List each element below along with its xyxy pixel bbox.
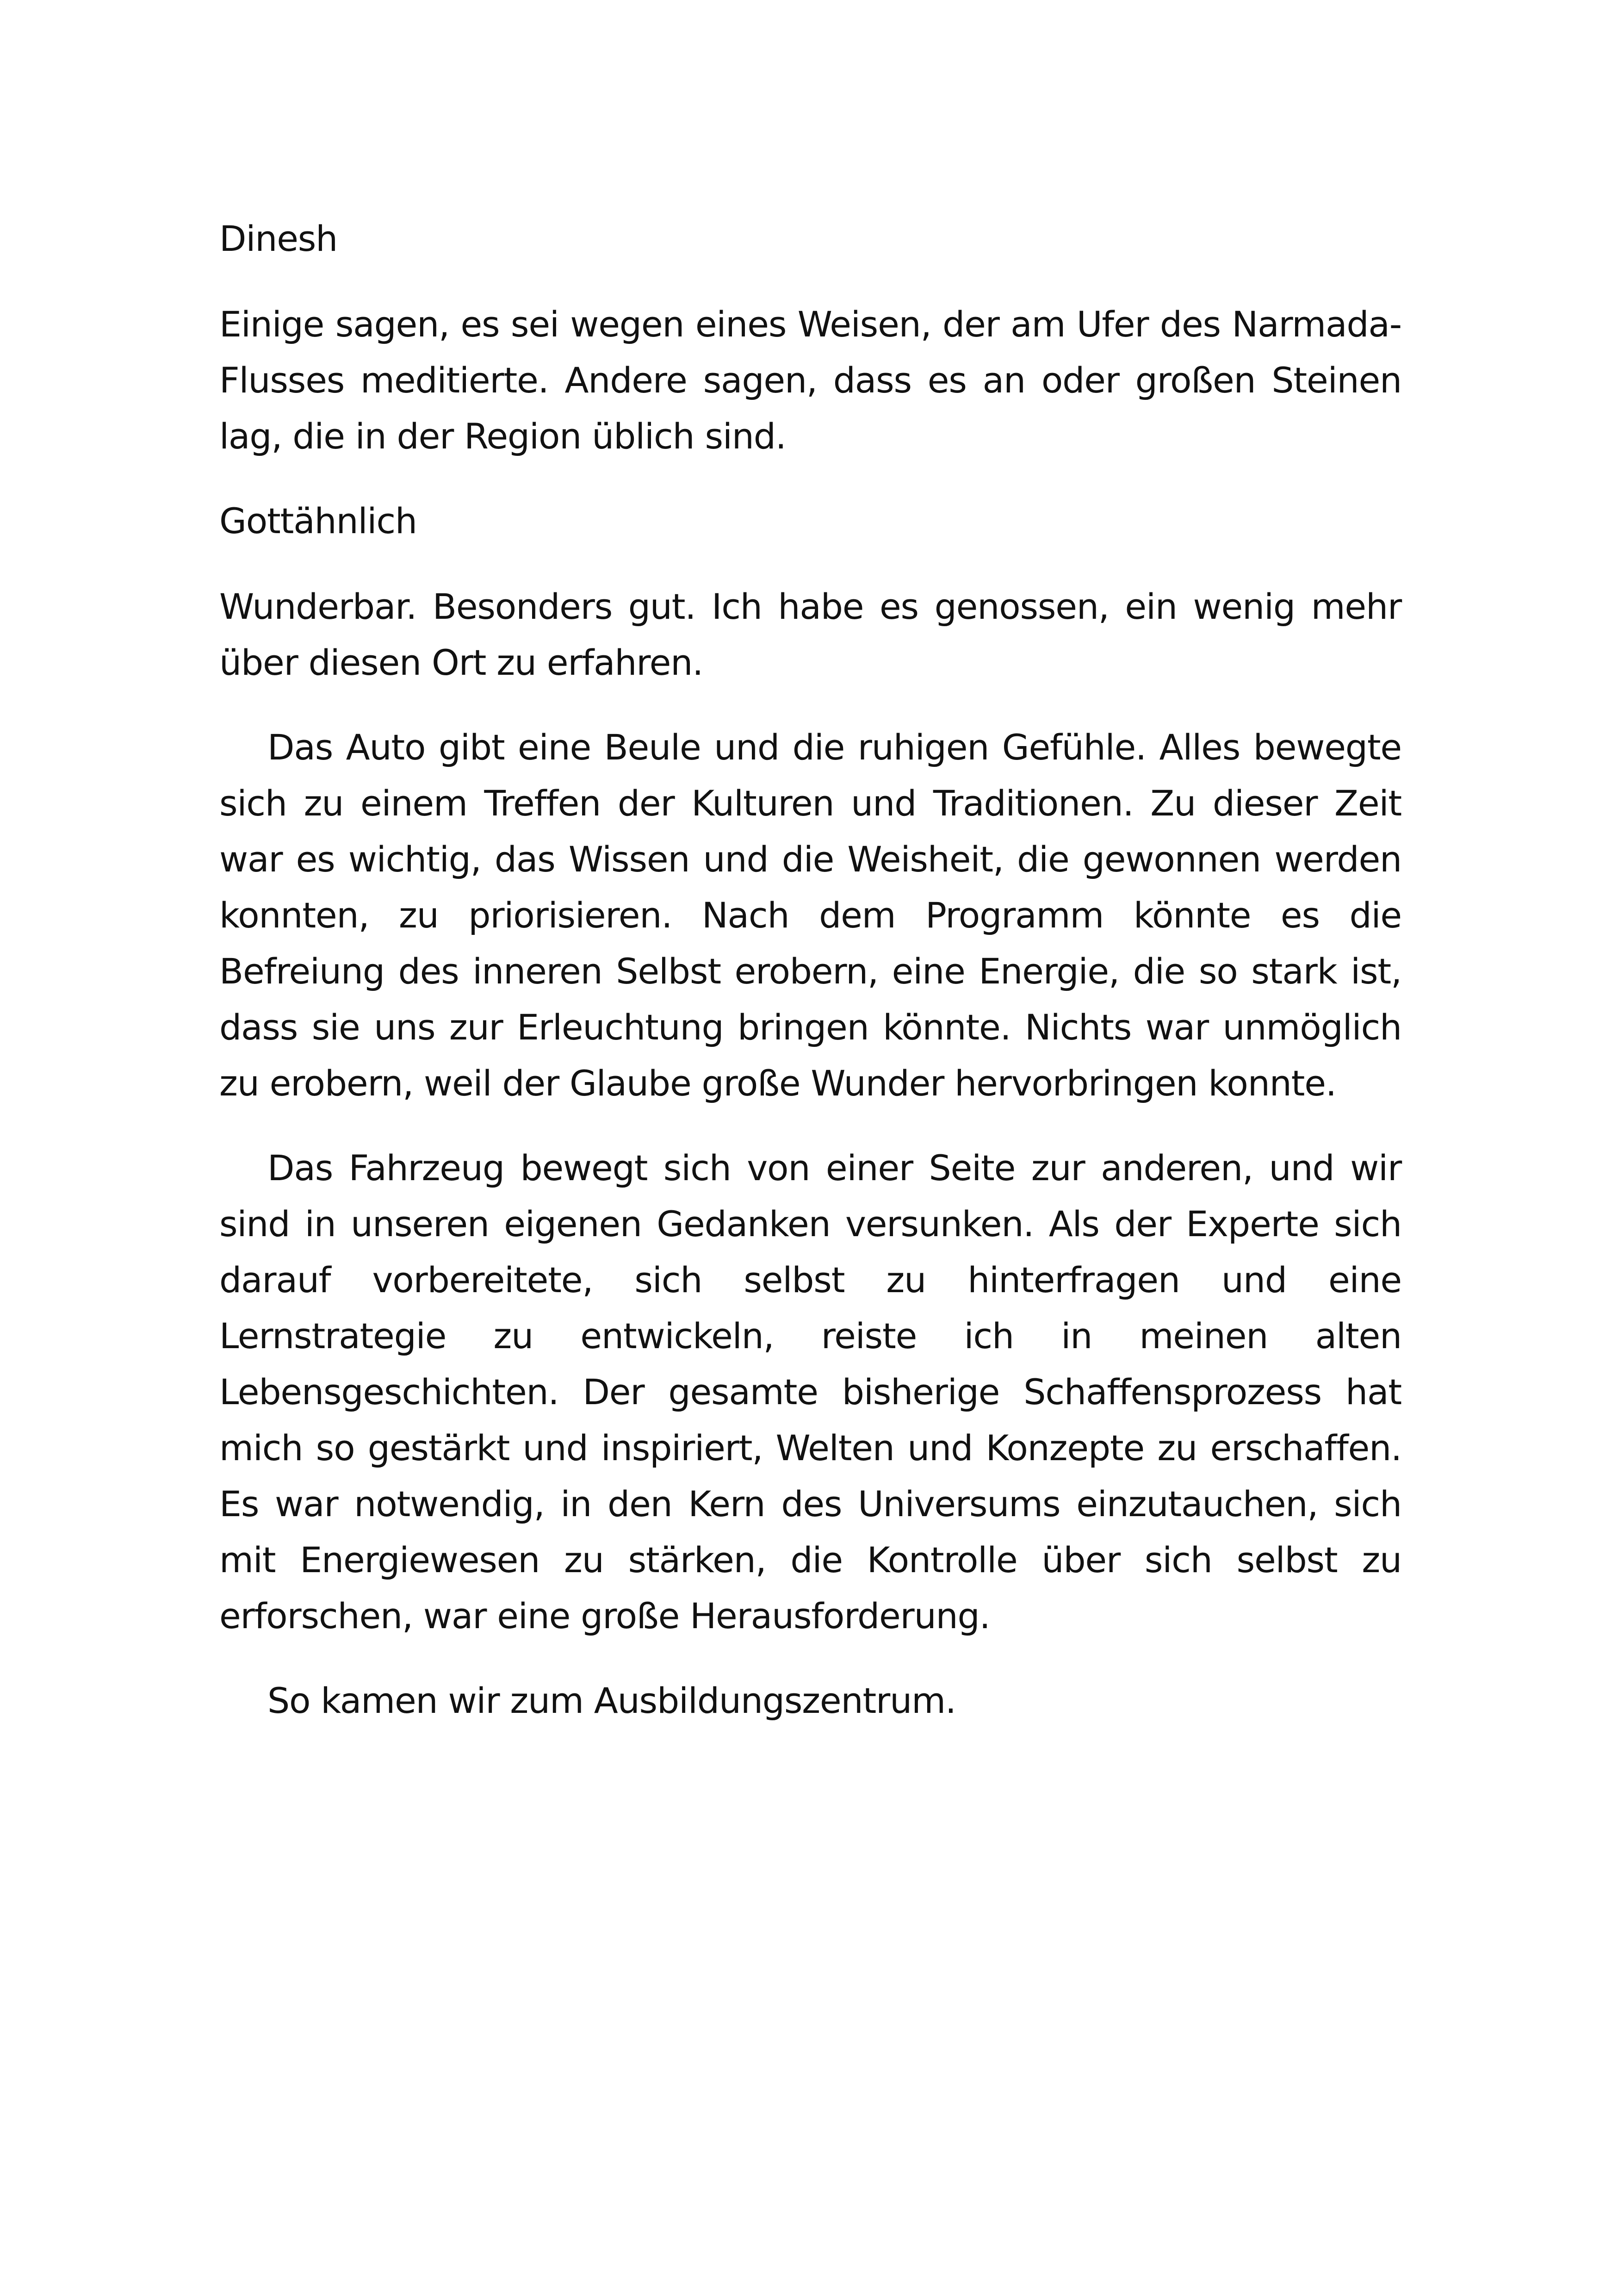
heading-dinesh: Dinesh [219,218,338,259]
paragraph-auto: Das Auto gibt eine Beule und die ruhigen Gefühle. Alles bewegte sich zu einem Treffen der Kulturen und Traditionen. Zu dieser Zeit war es wichtig, das Wissen und die Weisheit, die gewonnen werden konnten, zu priorisieren. Nach dem Programm könnte es die Befreiung des inneren Selbst erobern, eine Energie, die so stark ist, dass sie uns zur Erleuchtung bringen könnte. Nichts war unmöglich zu erobern, weil der Glaube große Wunder hervorbringen konnte. [219,727,1401,1104]
paragraph-wunderbar: Wunderbar. Besonders gut. Ich habe es genossen, ein wenig mehr über diesen Ort zu erfahren. [219,586,1401,683]
paragraph-narmada: Einige sagen, es sei wegen eines Weisen, der am Ufer des Narmada-Flusses meditierte. Andere sagen, dass es an oder großen Steinen lag, die in der Region üblich sind. [219,304,1401,457]
paragraph-fahrzeug: Das Fahrzeug bewegt sich von einer Seite zur anderen, und wir sind in unseren eigenen Gedanken versunken. Als der Experte sich darauf vorbereitete, sich selbst zu hinterfragen und eine Lernstrategie zu entwickeln, reiste ich in meinen alten Lebensgeschichten. Der gesamte bisherige Schaffensprozess hat mich so gestärkt und inspiriert, Welten und Konzepte zu erschaffen. Es war notwendig, in den Kern des Universums einzutauchen, sich mit Energiewesen zu stärken, die Kontrolle über sich selbst zu erforschen, war eine große Herausforderung. [219,1147,1401,1636]
heading-gottaehnlich: Gottähnlich [219,500,417,541]
text-column [219,211,1401,1757]
paragraph-ausbildungszentrum: So kamen wir zum Ausbildungszentrum. [267,1680,956,1721]
